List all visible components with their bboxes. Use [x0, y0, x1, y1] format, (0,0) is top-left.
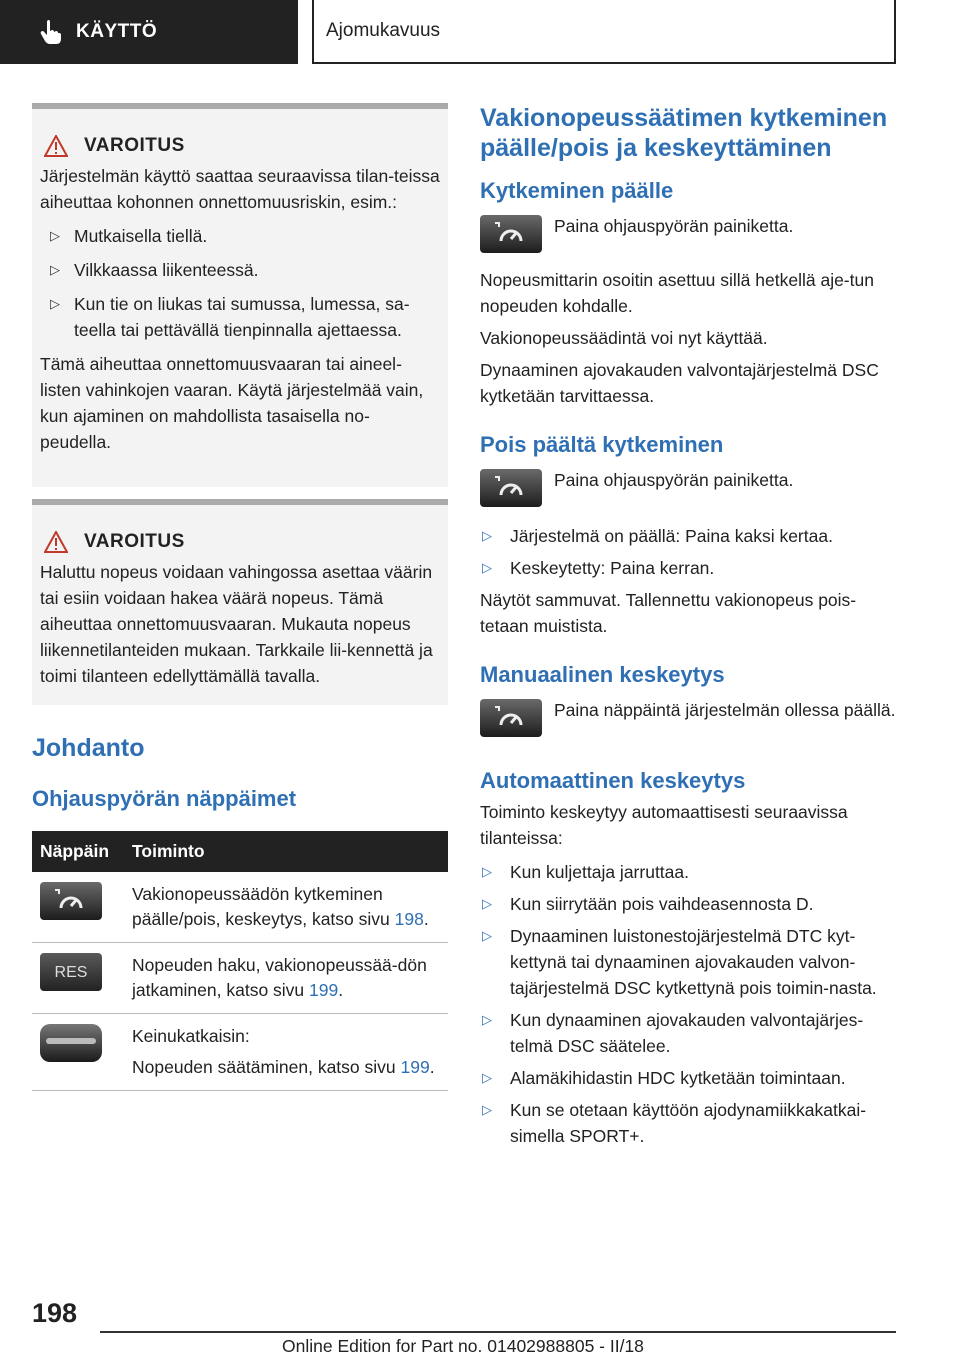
keys-table: [32, 831, 448, 1091]
page-link[interactable]: 199: [309, 980, 339, 1000]
page-link[interactable]: 199: [400, 1057, 430, 1077]
left-column: [32, 103, 448, 1091]
warning-triangle-icon: [44, 531, 68, 553]
table-row: Keinukatkaisin: Nopeuden säätäminen, katso sivu 199.: [32, 1014, 448, 1091]
speedometer-icon: [49, 886, 93, 916]
right-column: Vakionopeussäätimen kytkeminen päälle/pois ja keskeyttäminen Kytkeminen päälle Paina ohjauspyörän painiketta. Nopeusmittarin osoitin asettuu sillä hetkellä aje-tun nopeuden kohdalle. Vakionopeussäädintä voi nyt käyttää. Dynaaminen ajovakauden valvontajärjestelmä DSC kytketään tarvittaessa. Pois päältä kytkeminen Paina ohjauspyörän painiketta. ▷ Järjestelmä on päällä: Paina kaksi kertaa. ▷ Keskeytetty: Paina kerran. Näytöt sammuvat. Tallennettu vakionopeus pois-tetaan muistista. Manuaalinen keskeytys Paina näppäintä järjestelmän ollessa päällä. Automaattinen keskeytys Toiminto keskeytyy automaattisesti seuraavissa tilanteissa: ▷ Kun kuljettaja jarruttaa. ▷ Kun siirrytään pois vaihdeasennosta D. ▷ Dynaaminen luistonestojärjestelmä DTC kyt-kettynä tai dynaaminen ajovakauden valvon-tajärjestelmä DSC kytkettynä pois toimin-nasta. ▷ Kun dynaaminen ajovakauden valvontajärjes-telmä DSC säätelee. ▷ Alamäkihidastin HDC kytketään toimintaan. ▷ Kun se otetaan käyttöön ajodynamiikkakatkai-simella SPORT+.: [480, 103, 896, 1155]
list-item: ▷ Kun tie on liukas tai sumussa, lumessa, sa-teella tai pettävällä tienpinnalla ajettaessa.: [50, 294, 410, 340]
heading-switch-off: Pois päältä kytkeminen: [480, 432, 724, 457]
list-item: ▷ Kun siirrytään pois vaihdeasennosta D.: [482, 894, 814, 914]
warning-outro: Tämä aiheuttaa onnettomuusvaaran tai aineel-listen vahinkojen vaaran. Käytä järjestelmää vain, kun ajaminen on mahdollista tasaisella no-peudella.: [40, 354, 424, 452]
heading-johdanto: Johdanto: [32, 734, 145, 762]
col-header-function: Toiminto: [124, 831, 448, 872]
warning-title: VAROITUS: [40, 135, 440, 157]
page-number: 198: [32, 1298, 78, 1328]
speedometer-icon: [489, 703, 533, 733]
list-item: ▷ Järjestelmä on päällä: Paina kaksi kertaa.: [482, 526, 833, 546]
list-item: ▷ Kun dynaaminen ajovakauden valvontajärjes-telmä DSC säätelee.: [482, 1010, 864, 1056]
heading-manual-pause: Manuaalinen keskeytys: [480, 662, 725, 687]
list-item: ▷ Kun se otetaan käyttöön ajodynamiikkakatkai-simella SPORT+.: [482, 1100, 867, 1146]
cruise-control-button: [480, 215, 542, 253]
chapter-title: KÄYTTÖ: [76, 21, 158, 42]
cruise-control-button: [480, 699, 542, 737]
warning-title: VAROITUS: [40, 531, 440, 553]
hand-pointer-icon: [40, 19, 62, 45]
cruise-control-button: [40, 882, 102, 920]
heading-switch-on: Kytkeminen päälle: [480, 178, 674, 203]
list-item: ▷ Vilkkaassa liikenteessä.: [50, 260, 259, 280]
list-item: ▷ Kun kuljettaja jarruttaa.: [482, 862, 689, 882]
list-item: ▷ Mutkaisella tiellä.: [50, 226, 208, 246]
list-item: ▷ Alamäkihidastin HDC kytketään toimintaan.: [482, 1068, 846, 1088]
list-item: ▷ Dynaaminen luistonestojärjestelmä DTC kyt-kettynä tai dynaaminen ajovakauden valvon-tajärjestelmä DSC kytkettynä pois toimin-nasta.: [482, 926, 877, 998]
cruise-control-button: [480, 469, 542, 507]
section-tab: [312, 0, 896, 64]
warning-text: Haluttu nopeus voidaan vahingossa asettaa väärin tai esiin voidaan hakea väärä nopeus. Tämä aiheuttaa onnettomuusvaaran. Mukauta nopeus liikennetilanteiden mukaan. Tarkkaile lii-kennettä ja toimi tilanteen edellyttämällä tavalla.: [40, 562, 433, 686]
col-header-key: Näppäin: [32, 831, 124, 872]
footer-divider: [100, 1331, 896, 1333]
list-item: ▷ Keskeytetty: Paina kerran.: [482, 558, 715, 578]
warning-list: [40, 223, 440, 343]
page-link[interactable]: 198: [394, 909, 424, 929]
warning-box-1: [32, 103, 448, 487]
speedometer-icon: [489, 219, 533, 249]
heading-cruise-control: Vakionopeussäätimen kytkeminen päälle/pois ja keskeyttäminen: [480, 104, 888, 162]
speedometer-icon: [489, 473, 533, 503]
res-button: RES: [40, 953, 102, 991]
footer-edition: Online Edition for Part no. 01402988805 - II/18: [282, 1336, 644, 1356]
table-row: Vakionopeussäädön kytkeminen päälle/pois, keskeytys, katso sivu 198.: [32, 872, 448, 943]
heading-auto-pause: Automaattinen keskeytys: [480, 768, 746, 793]
warning-intro: Järjestelmän käyttö saattaa seuraavissa tilan-teissa aiheuttaa kohonnen onnettomuusriskin, esim.:: [40, 166, 440, 212]
chapter-tab: [0, 0, 298, 64]
warning-box-2: [32, 499, 448, 705]
warning-triangle-icon: [44, 135, 68, 157]
heading-steering-keys: Ohjauspyörän näppäimet: [32, 786, 297, 811]
rocker-switch-icon: [40, 1024, 102, 1062]
section-title: Ajomukavuus: [326, 20, 441, 41]
table-row: RES Nopeuden haku, vakionopeussää-dön jatkaminen, katso sivu 199.: [32, 943, 448, 1014]
